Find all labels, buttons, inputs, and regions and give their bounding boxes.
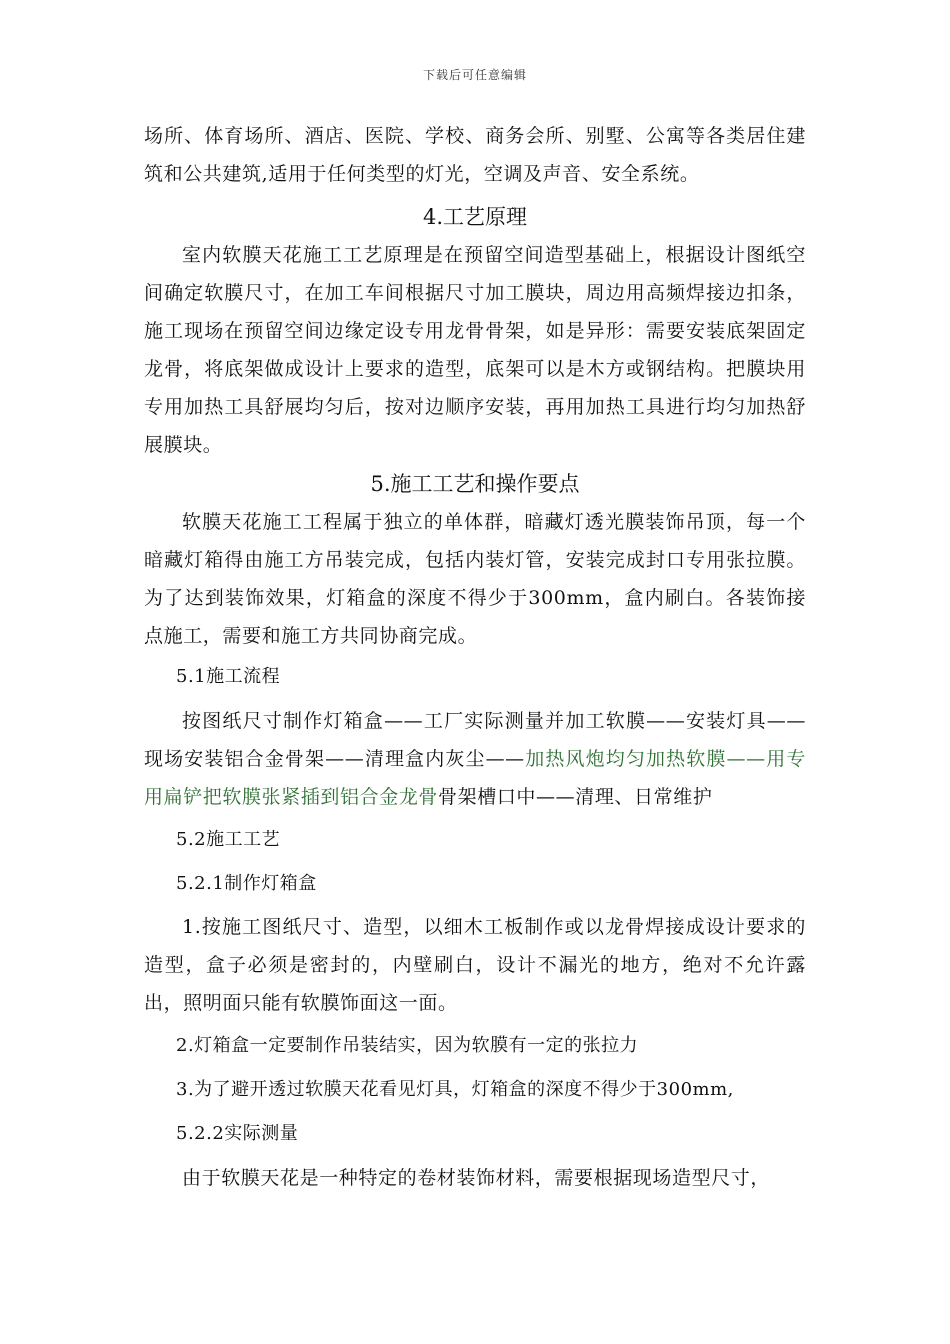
list-item-3: 3.为了避开透过软膜天花看见灯具，灯箱盒的深度不得少于300mm, [176,1079,734,1100]
intro-paragraph: 场所、体育场所、酒店、医院、学校、商务会所、别墅、公寓等各类居住建筑和公共建筑,适用于任何类型的灯光，空调及声音、安全系统。 [144,125,806,185]
flow-text-2: 骨架槽口中——清理、日常维护 [438,786,713,808]
flow-text-1: 按图纸尺寸制作灯箱盒——工厂实际测量并加工软膜——安装灯具——现场安装铝合金骨架——清理盒内灰尘—— [144,710,806,770]
section-5-2-1-heading: 5.2.1制作灯箱盒 [176,873,317,894]
section-4-heading: 4.工艺原理 [422,205,528,229]
process-flow-paragraph [144,702,806,816]
list-item-1: 1.按施工图纸尺寸、造型，以细木工板制作或以龙骨焊接成设计要求的造型，盒子必须是密封的，内壁刷白，设计不漏光的地方，绝对不允许露出，照明面只能有软膜饰面这一面。 [144,916,806,1014]
flow-text-highlight: 加热风炮均匀加热软膜——用专用扁铲把软膜张紧插到铝合金龙骨 [144,748,806,808]
section-5-2-2-heading: 5.2.2实际测量 [176,1123,299,1144]
page-header: 下载后可任意编辑 [422,68,527,82]
section-5-1-heading: 5.1施工流程 [176,666,281,687]
section-5-2-heading: 5.2施工工艺 [176,829,281,850]
section-5-paragraph: 软膜天花施工工程属于独立的单体群，暗藏灯透光膜装饰吊顶，每一个暗藏灯箱得由施工方吊装完成，包括内装灯管，安装完成封口专用张拉膜。为了达到装饰效果，灯箱盒的深度不得少于300mm，盒内刷白。各装饰接点施工，需要和施工方共同协商完成。 [144,511,806,647]
section-4-paragraph: 室内软膜天花施工工艺原理是在预留空间造型基础上，根据设计图纸空间确定软膜尺寸，在加工车间根据尺寸加工膜块，周边用高频焊接边扣条，施工现场在预留空间边缘定设专用龙骨骨架，如是异形：需要安装底架固定龙骨，将底架做成设计上要求的造型，底架可以是木方或钢结构。把膜块用专用加热工具舒展均匀后，按对边顺序安装，再用加热工具进行均匀加热舒展膜块。 [144,244,806,456]
list-item-2: 2.灯箱盒一定要制作吊装结实，因为软膜有一定的张拉力 [176,1035,639,1056]
section-5-heading: 5.施工工艺和操作要点 [370,472,580,496]
section-5-2-2-paragraph: 由于软膜天花是一种特定的卷材装饰材料，需要根据现场造型尺寸， [182,1167,771,1189]
